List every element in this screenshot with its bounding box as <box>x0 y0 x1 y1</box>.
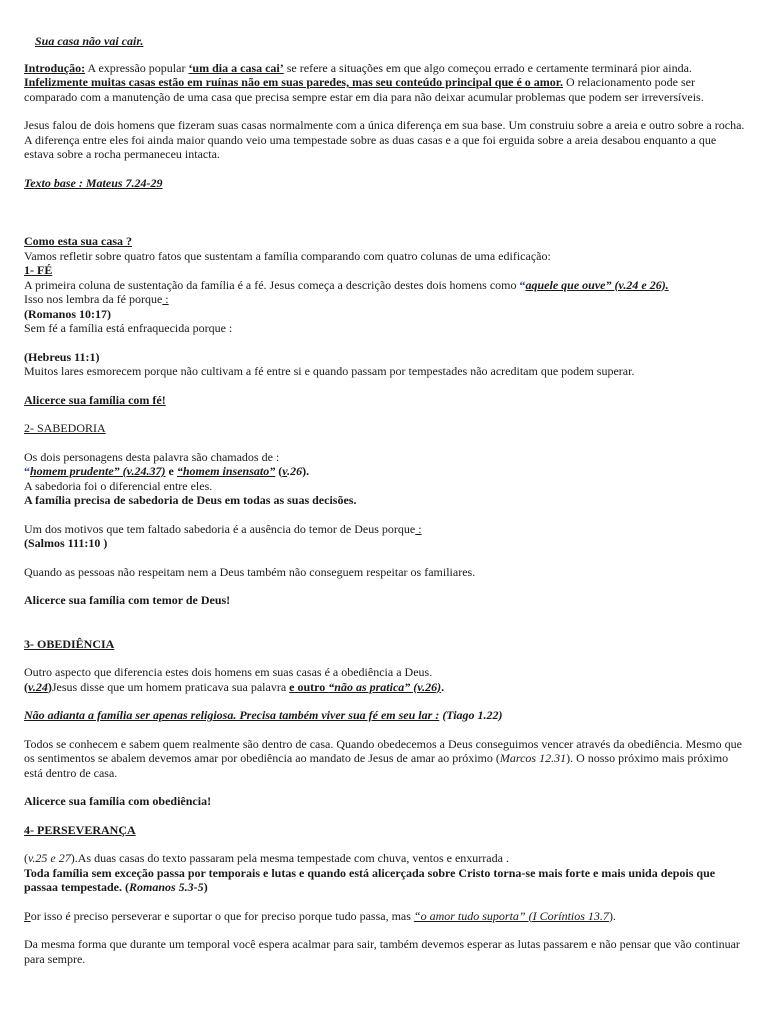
document-page <box>24 34 746 966</box>
intro-bold-sentence: Infelizmente muitas casas estão em ruínas não em suas paredes, mas seu conteúdo principal que é o amor. <box>24 75 563 89</box>
obediencia-text-3b: ). O nosso próximo mais próximo está dentro de casa. <box>24 751 729 780</box>
obediencia-text-2a: Jesus disse que um homem praticava sua palavra <box>51 679 290 694</box>
sabedoria-text-2: A sabedoria foi o diferencial entre eles. <box>24 478 213 493</box>
intro-paragraph <box>24 61 746 105</box>
perseveranca-quote: “o amor tudo suporta” (I Coríntios 13.7 <box>413 908 609 923</box>
sabedoria-text-4 <box>24 522 746 537</box>
perseveranca-text-2a: Toda família sem exceção passa por temporais e lutas e quando está alicerçada sobre Cristo torna-se mais forte e mais unida depois que passaa tempestade. ( <box>24 865 716 894</box>
obediencia-emphasis <box>24 708 746 723</box>
sabedoria-quote-mark: “ <box>24 464 30 478</box>
intro-text-1: A expressão popular <box>85 60 189 75</box>
intro-label: Introdução: <box>24 60 86 75</box>
perseveranca-paren-open: ( <box>24 851 28 865</box>
sabedoria-text-3: A família precisa de sabedoria de Deus em todas as suas decisões. <box>24 493 357 507</box>
como-heading: Como esta sua casa ? <box>24 234 132 248</box>
perseveranca-text-3-end: ). <box>608 908 616 923</box>
perseveranca-ref-romanos: Romanos 5.3-5 <box>129 880 204 894</box>
obediencia-closing: Alicerce sua família com obediência! <box>24 794 212 808</box>
obediencia-heading: 3- OBEDIÊNCIA <box>24 636 115 651</box>
sabedoria-text-4a: Um dos motivos que tem faltado sabedoria é a ausência do temor de Deus porque <box>24 521 416 536</box>
fe-quote: aquele que ouve” (v.24 e 26). <box>525 277 669 292</box>
obediencia-quote: “não as pratica” (v.26) <box>328 679 442 694</box>
sabedoria-text-5: Quando as pessoas não respeitam nem a Deus também não conseguem respeitar os familiares. <box>24 564 476 579</box>
fe-text-2: Isso nos lembra da fé porque <box>24 292 163 306</box>
fe-ref-hebreus: (Hebreus 11:1) <box>24 349 100 364</box>
sabedoria-ref-num: .26 <box>287 464 303 478</box>
obediencia-text-2b: e outro <box>289 679 329 694</box>
perseveranca-text-3 <box>24 909 746 924</box>
sabedoria-quote-prudente: homem prudente” (v.24.37) <box>30 464 166 478</box>
obediencia-text-2 <box>24 680 746 695</box>
perseveranca-text-1 <box>24 851 746 866</box>
jesus-paragraph: Jesus falou de dois homens que fizeram suas casas normalmente com a única diferença em sua base. Um construiu sobre a areia e outro sobre a rocha. A diferença entre eles foi ainda maior quando veio uma tempestade sobre as duas casas e a que foi erguida sobre a areia desabou enquanto a que estava sobre a rocha permaneceu intacta. <box>24 118 745 161</box>
fe-closing: Alicerce sua família com fé! <box>24 392 166 407</box>
sabedoria-ref-salmos: (Salmos 111:10 ) <box>24 536 108 550</box>
perseveranca-first-letter: P <box>24 908 31 923</box>
fe-ref-romanos: (Romanos 10:17) <box>24 306 111 321</box>
sabedoria-and: e <box>165 464 177 478</box>
texto-base: Texto base : Mateus 7.24-29 <box>24 175 163 190</box>
fe-paragraph <box>24 278 746 307</box>
sabedoria-ref-close: ). <box>302 464 310 478</box>
perseveranca-text-1a: ).As duas casas do texto passaram pela mesma tempestade com chuva, ventos e enxurrada . <box>70 851 509 865</box>
intro-text-3: O relacionamento pode ser comparado com a manutenção de uma casa que precisa sempre estar em dia para não deixar acumular problemas que podem ser irreversíveis. <box>24 75 704 104</box>
perseveranca-ref-v25: v.25 e 27 <box>28 851 71 865</box>
perseveranca-text-3a: or isso é preciso perseverar e suportar o que for preciso porque tudo passa, mas <box>30 908 414 923</box>
sabedoria-closing: Alicerce sua família com temor de Deus! <box>24 593 231 607</box>
fe-colon: : <box>162 292 169 306</box>
fe-text-1: A primeira coluna de sustentação da família é a fé. Jesus começa a descrição destes dois homens como <box>24 277 520 292</box>
obediencia-emph-text: Não adianta a família ser apenas religiosa. Precisa também viver sua fé em seu lar : <box>24 708 440 722</box>
obediencia-text-3a: Todos se conhecem e sabem quem realmente são dentro de casa. Quando obedecemos a Deus conseguimos vencer através da obediência. Mesmo que os sentimentos se abalem devemos amar por obediência ao mandato de Jesus de amar ao próximo ( <box>24 736 742 765</box>
sabedoria-colon: : <box>415 521 422 536</box>
fe-heading: 1- FÉ <box>24 263 53 277</box>
obediencia-ref-marcos: Marcos 12.31 <box>499 751 567 765</box>
sabedoria-ref-v: v <box>282 464 288 478</box>
obediencia-text-1: Outro aspecto que diferencia estes dois homens em suas casas é a obediência a Deus. <box>24 665 433 679</box>
sabedoria-quote-insensato: “homem insensato” <box>176 464 276 478</box>
sabedoria-ref-open: ( <box>275 464 283 478</box>
obediencia-ref-v24: v.24 <box>28 679 48 694</box>
obediencia-text-3 <box>24 737 746 781</box>
fe-text-3: Sem fé a família está enfraquecida porque : <box>24 321 233 335</box>
fe-quote-mark: “ <box>519 277 526 292</box>
obediencia-text-2-end: . <box>441 679 445 694</box>
document-title: Sua casa não vai cair. <box>35 34 144 48</box>
obediencia-emph-ref: (Tiago 1.22) <box>442 708 503 722</box>
intro-quote: ‘um dia a casa cai’ <box>188 60 284 75</box>
perseveranca-heading: 4- PERSEVERANÇA <box>24 822 136 837</box>
obediencia-paren-open: ( <box>24 679 28 694</box>
fe-text-4: Muitos lares esmorecem porque não cultivam a fé entre si e quando passam por tempestades não acreditam que podem superar. <box>24 364 635 378</box>
intro-text-2: se refere a situações em que algo começou errado e certamente terminará pior ainda. <box>283 60 692 75</box>
sabedoria-heading: 2- SABEDORIA <box>24 421 106 435</box>
perseveranca-text-2-close: ) <box>203 880 208 894</box>
como-text: Vamos refletir sobre quatro fatos que sustentam a família comparando com quatro colunas de uma edificação: <box>24 248 551 263</box>
sabedoria-quotes <box>24 464 746 479</box>
perseveranca-text-4: Da mesma forma que durante um temporal você espera acalmar para sair, também devemos esperar as lutas passarem e não pensar que vão continuar para sempre. <box>24 937 740 966</box>
sabedoria-text-1: Os dois personagens desta palavra são chamados de : <box>24 449 280 464</box>
perseveranca-text-2 <box>24 866 746 895</box>
obediencia-paren-close: ) <box>47 679 52 694</box>
